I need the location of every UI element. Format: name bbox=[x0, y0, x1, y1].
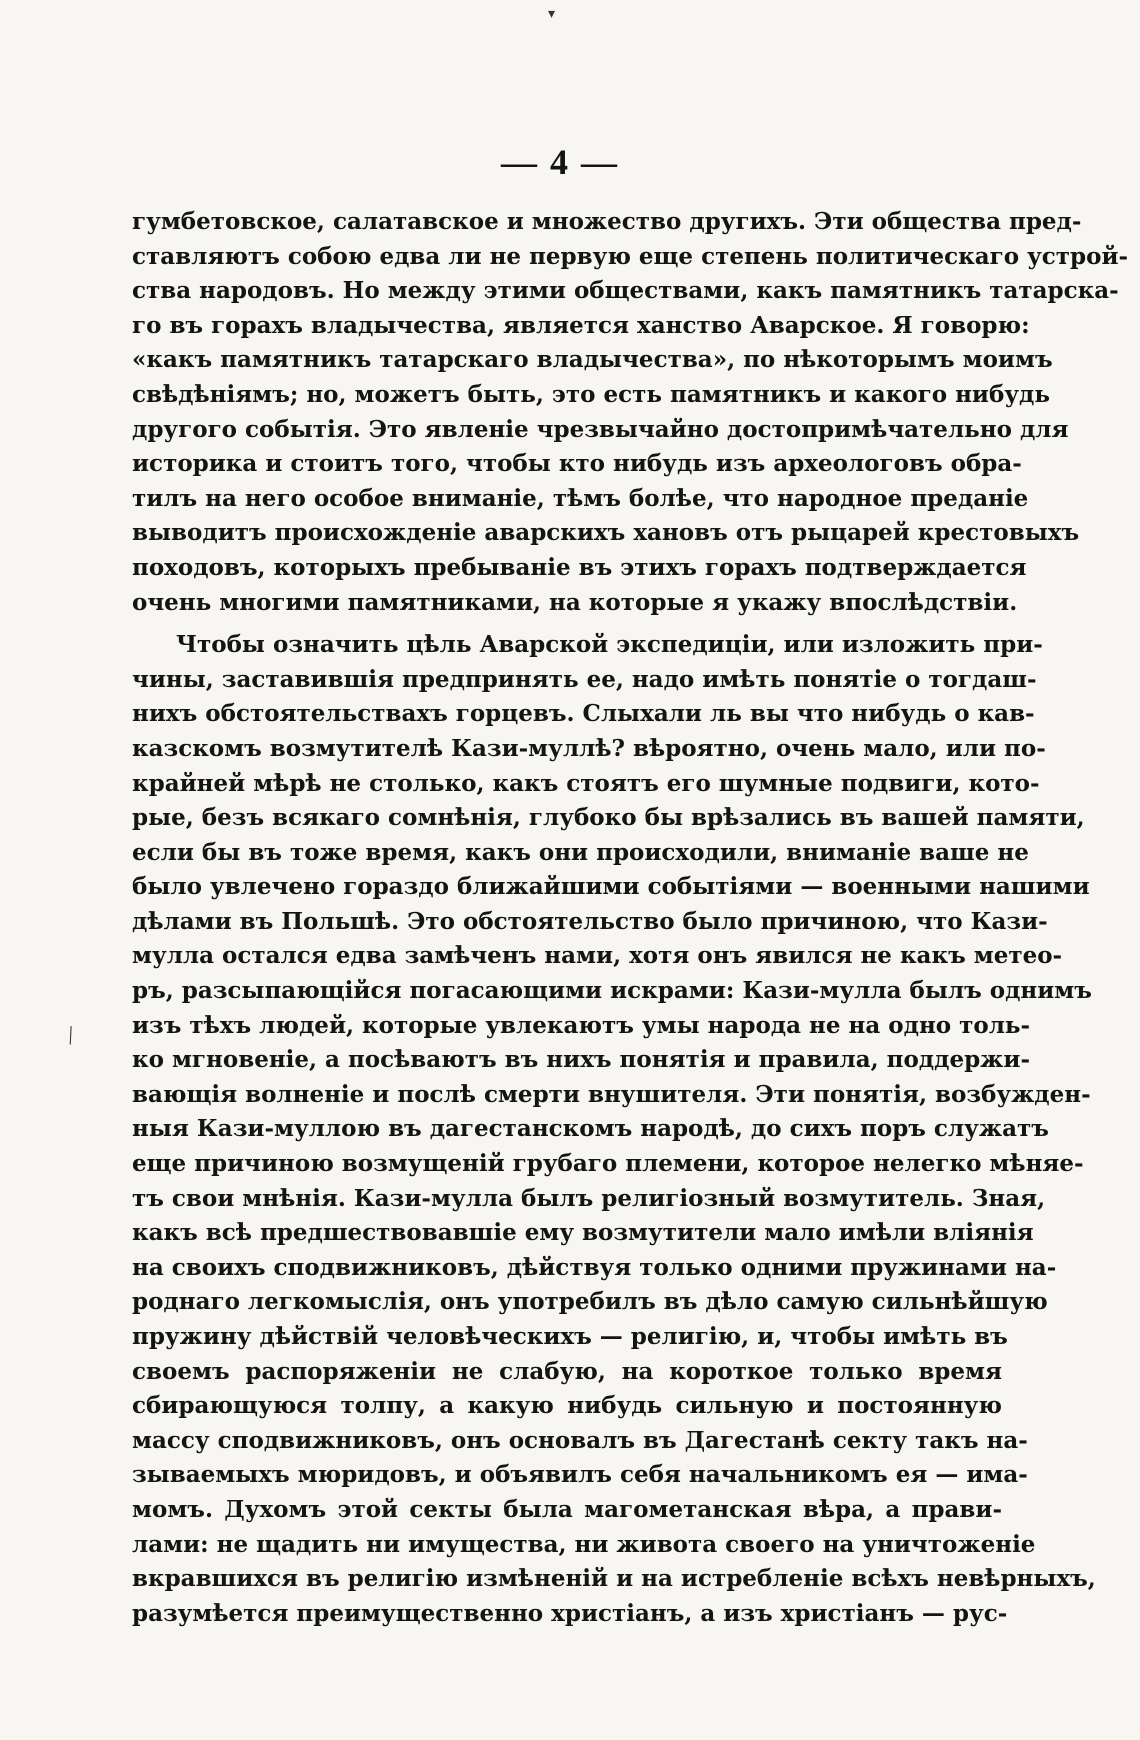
text-line: лами: не щадить ни имущества, ни живота своего на уничтоженіе bbox=[132, 1530, 1036, 1558]
text-line: ко мгновеніе, а посѣваютъ въ нихъ понятія и правила, поддержи- bbox=[132, 1046, 1030, 1074]
text-line: чины, заставившія предпринять ее, надо имѣть понятіе о тогдаш- bbox=[132, 665, 1037, 693]
text-line: нихъ обстоятельствахъ горцевъ. Слыхали ль вы что нибудь о кав- bbox=[132, 700, 1035, 728]
text-line: крайней мѣрѣ не столько, какъ стоятъ его шумные подвиги, кото- bbox=[132, 769, 1040, 797]
text-line: тъ свои мнѣнія. Кази-мулла былъ религіозный возмутитель. Зная, bbox=[132, 1184, 1046, 1212]
text-line: гумбетовское, салатавское и множество другихъ. Эти общества пред- bbox=[132, 208, 1082, 235]
text-line: момъ. Духомъ этой секты была магометанская вѣра, а прави- bbox=[132, 1495, 1002, 1523]
text-line: мулла остался едва замѣченъ нами, хотя онъ явился не какъ метео- bbox=[132, 942, 1063, 970]
text-line: другого событія. Это явленіе чрезвычайно достопримѣчательно для bbox=[132, 415, 1069, 443]
text-line: дѣлами въ Польшѣ. Это обстоятельство было причиною, что Кази- bbox=[132, 907, 1048, 935]
text-line: если бы въ тоже время, какъ они происходили, вниманіе ваше не bbox=[132, 838, 1029, 866]
text-line: вающія волненіе и послѣ смерти внушителя. Эти понятія, возбужден- bbox=[132, 1080, 1091, 1108]
text-line: историка и стоитъ того, чтобы кто нибудь изъ археологовъ обра- bbox=[132, 450, 1022, 478]
text-line: массу сподвижниковъ, онъ основалъ въ Дагестанѣ секту такъ на- bbox=[132, 1426, 1028, 1454]
text-line: какъ всѣ предшествовавшіе ему возмутители мало имѣли вліянія bbox=[132, 1219, 1034, 1247]
text-line: ставляютъ собою едва ли не первую еще степень политическаго устрой- bbox=[132, 242, 1129, 270]
text-line: на своихъ сподвижниковъ, дѣйствуя только одними пружинами на- bbox=[132, 1253, 1057, 1281]
text-line: разумѣется преимущественно христіанъ, а изъ христіанъ — рус- bbox=[132, 1599, 1008, 1627]
page-number: — 4 — bbox=[501, 142, 619, 182]
text-line: зываемыхъ мюридовъ, и объявилъ себя начальникомъ ея — има- bbox=[132, 1461, 1028, 1489]
text-line: ныя Кази-муллою въ дагестанскомъ народѣ, до сихъ поръ служатъ bbox=[132, 1115, 1049, 1143]
text-line: изъ тѣхъ людей, которые увлекаютъ умы народа не на одно толь- bbox=[132, 1011, 1031, 1039]
text-line: ства народовъ. Но между этими обществами, какъ памятникъ татарска- bbox=[132, 277, 1119, 305]
text-line: свѣдѣніямъ; но, можетъ быть, это есть памятникъ и какого нибудь bbox=[132, 380, 1050, 408]
ink-speck: ▾ bbox=[548, 6, 556, 22]
text-line: казскомъ возмутителѣ Кази-муллѣ? вѣроятно, очень мало, или по- bbox=[132, 734, 1046, 762]
text-line: тилъ на него особое вниманіе, тѣмъ болѣе, что народное преданіе bbox=[132, 484, 1029, 512]
text-line: го въ горахъ владычества, является ханство Аварское. Я говорю: bbox=[132, 311, 1030, 339]
paragraph-1 bbox=[132, 205, 1129, 620]
text-line: еще причиною возмущеній грубаго племени, которое нелегко мѣняе- bbox=[132, 1150, 1084, 1178]
text-line: выводитъ происхожденіе аварскихъ хановъ отъ рыцарей крестовыхъ bbox=[132, 519, 1080, 547]
text-line: Чтобы означить цѣль Аварской экспедиціи, или изложить при- bbox=[176, 631, 1043, 659]
paragraph-2 bbox=[132, 628, 1096, 1631]
text-line: очень многими памятниками, на которые я укажу впослѣдствіи. bbox=[132, 588, 1018, 616]
text-line: роднаго легкомыслія, онъ употребилъ въ дѣло самую сильнѣйшую bbox=[132, 1288, 1048, 1316]
text-line: походовъ, которыхъ пребываніе въ этихъ горахъ подтверждается bbox=[132, 553, 1027, 581]
text-line: «какъ памятникъ татарскаго владычества», по нѣкоторымъ моимъ bbox=[132, 346, 1053, 374]
text-line: пружину дѣйствій человѣческихъ — религію, и, чтобы имѣть въ bbox=[132, 1323, 1008, 1350]
text-line: сбирающуюся толпу, а какую нибудь сильную и постоянную bbox=[132, 1392, 1002, 1420]
text-line: ръ, разсыпающійся погасающими искрами: Кази-мулла былъ однимъ bbox=[132, 977, 1092, 1005]
paragraph-gap bbox=[132, 620, 1002, 628]
text-line: своемъ распоряженіи не слабую, на короткое только время bbox=[132, 1357, 1002, 1385]
margin-mark: ╲ bbox=[62, 1026, 78, 1046]
text-line: рые, безъ всякаго сомнѣнія, глубоко бы врѣзались въ вашей памяти, bbox=[132, 804, 1085, 832]
body-text bbox=[132, 205, 1129, 1631]
text-line: вкравшихся въ религію измѣненій и на истребленіе всѣхъ невѣрныхъ, bbox=[132, 1565, 1096, 1593]
text-line: было увлечено гораздо ближайшими событіями — военными нашими bbox=[132, 873, 1090, 901]
